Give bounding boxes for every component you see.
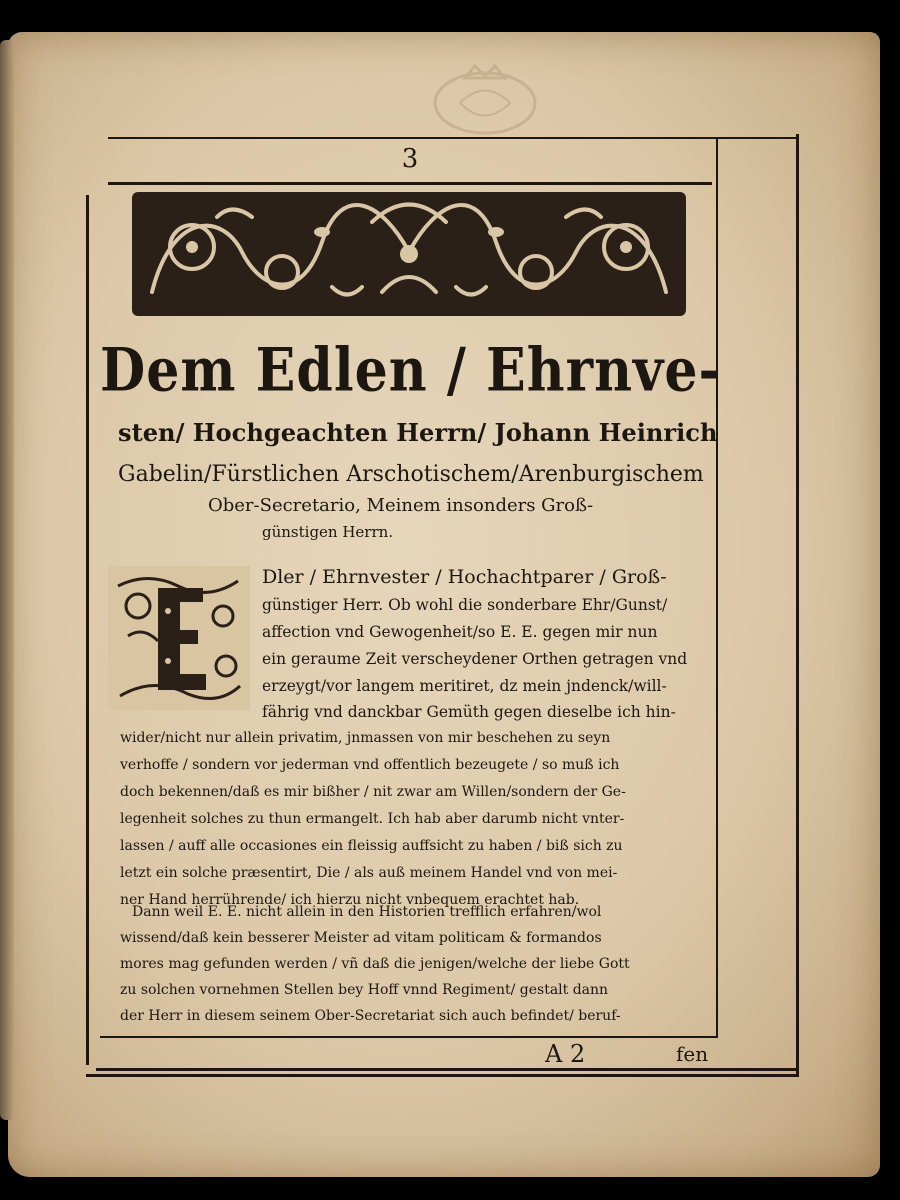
page-border-bottom xyxy=(96,1068,796,1071)
dedication-title: Dem Edlen / Ehrnve- xyxy=(100,335,722,406)
body-line: doch bekennen/daß es mir bißher / nit zwar am Willen/sondern der Ge- xyxy=(120,784,626,800)
body-line: legenheit solches zu thun ermangelt. Ich hab aber darumb nicht vnter- xyxy=(120,811,625,827)
page-number: 3 xyxy=(401,144,419,174)
library-stamp-icon xyxy=(425,58,545,138)
body-line: mores mag gefunden werden / vñ daß die jenigen/welche der liebe Gott xyxy=(120,956,630,972)
body-line: zu solchen vornehmen Stellen bey Hoff vnnd Regiment/ gestalt dann xyxy=(120,982,609,998)
body-line: affection vnd Gewogenheit/so E. E. gegen mir nun xyxy=(262,623,658,641)
dedication-line-2: sten/ Hochgeachten Herrn/ Johann Heinrich xyxy=(118,418,718,447)
decorated-initial-E-icon xyxy=(108,566,250,710)
body-line: ein geraume Zeit verscheydener Orthen getragen vnd xyxy=(262,650,688,668)
body-line: der Herr in diesem seinem Ober-Secretariat sich auch befindet/ beruf- xyxy=(120,1008,621,1024)
body-line: ner Hand herrührende/ ich hierzu nicht vnbequem erachtet hab. xyxy=(120,892,580,908)
dedication-line-4: Ober-Secretario, Meinem insonders Groß- xyxy=(208,495,594,516)
page-border-inner-right xyxy=(716,138,718,1038)
body-line: Dann weil E. E. nicht allein in den Historien trefflich erfahren/wol xyxy=(132,904,602,920)
body-line: lassen / auff alle occasiones ein fleissig auffsicht zu haben / biß sich zu xyxy=(120,838,623,854)
header-rule xyxy=(108,182,712,185)
footer-rule xyxy=(100,1036,718,1038)
body-line: wider/nicht nur allein privatim, jnmassen von mir beschehen zu seyn xyxy=(120,730,611,746)
catchword: fen xyxy=(676,1042,709,1066)
book-spine xyxy=(0,40,14,1120)
signature-mark: A 2 xyxy=(545,1040,586,1068)
body-line: Dler / Ehrnvester / Hochachtparer / Groß- xyxy=(262,566,667,588)
page-border-left xyxy=(86,195,89,1065)
body-line: erzeygt/vor langem meritiret, dz mein jndenck/will- xyxy=(262,677,667,695)
floral-headpiece-ornament-icon xyxy=(132,192,686,316)
dedication-line-3: Gabelin/Fürstlichen Arschotischem/Arenburgischem xyxy=(118,462,704,487)
body-line: verhoffe / sondern vor jederman vnd offentlich bezeugete / so muß ich xyxy=(120,757,620,773)
page-border-top xyxy=(108,137,798,139)
body-line: wissend/daß kein besserer Meister ad vitam politicam & formandos xyxy=(120,930,602,946)
body-line: günstiger Herr. Ob wohl die sonderbare Ehr/Gunst/ xyxy=(262,596,668,614)
dedication-line-5: günstigen Herrn. xyxy=(262,523,394,541)
body-line: fährig vnd danckbar Gemüth gegen dieselbe ich hin- xyxy=(262,703,676,721)
body-line: letzt ein solche præsentirt, Die / als auß meinem Handel vnd von mei- xyxy=(120,865,618,881)
